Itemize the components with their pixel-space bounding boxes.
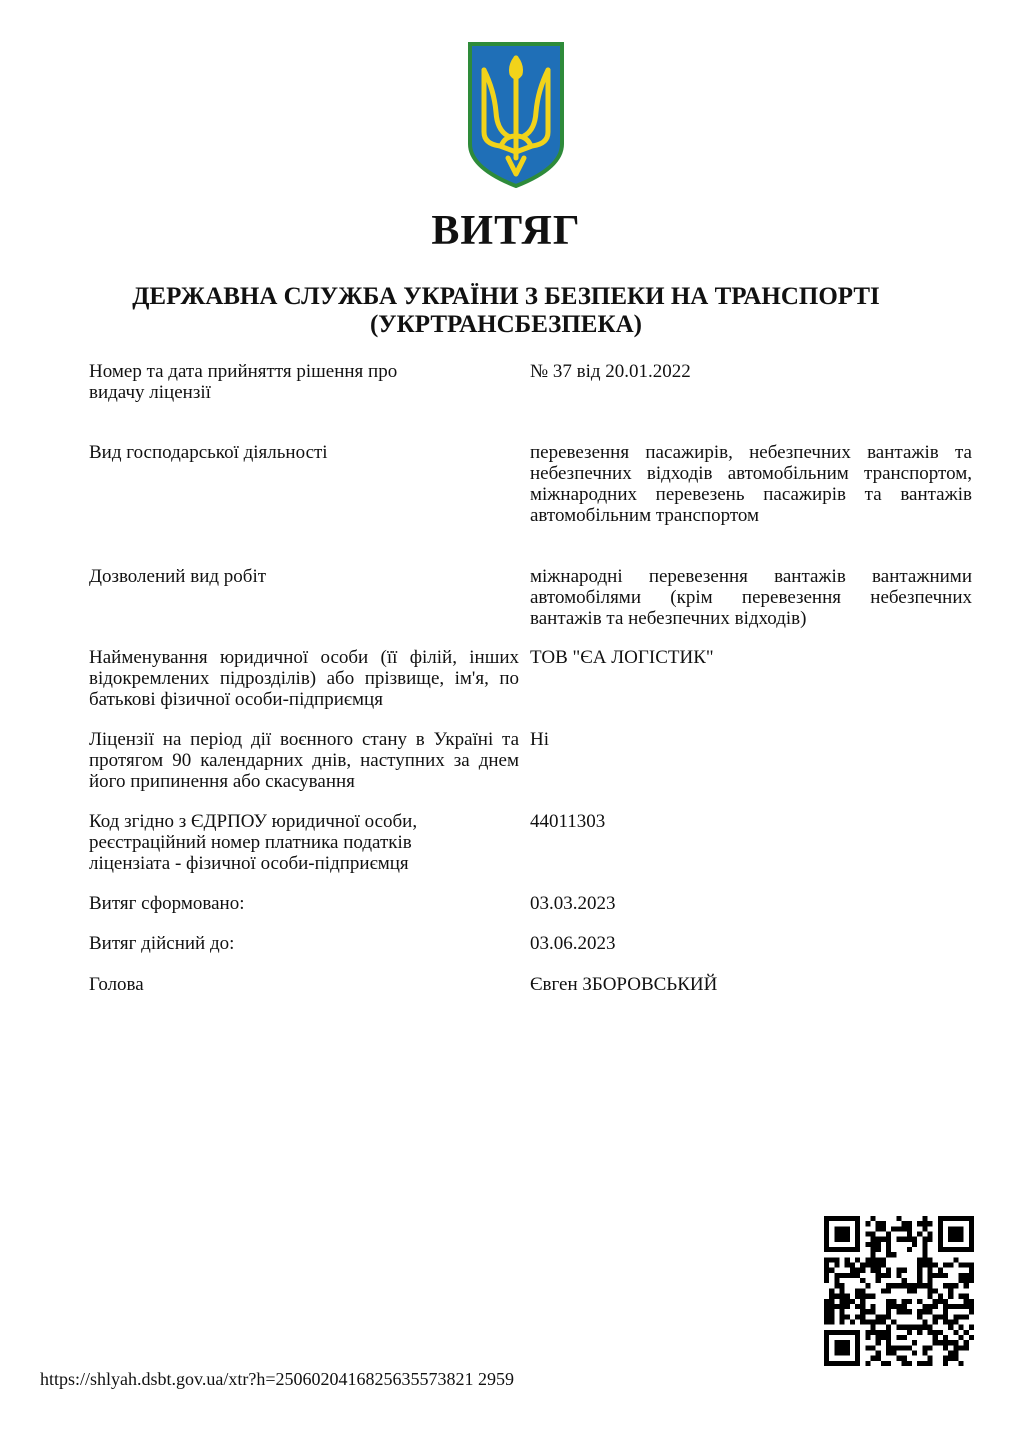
verification-url[interactable]: https://shlyah.dsbt.gov.ua/xtr?h=2506020416825635573821 2959	[40, 1369, 514, 1389]
agency-name-line1: ДЕРЖАВНА СЛУЖБА УКРАЇНИ З БЕЗПЕКИ НА ТРАНСПОРТІ	[132, 283, 880, 310]
field-value-generated: 03.03.2023	[530, 893, 616, 914]
agency-name-line2: (УКРТРАНСБЕЗПЕКА)	[369, 311, 642, 338]
field-label-generated: Витяг сформовано:	[89, 893, 245, 914]
field-value-permitted-work: міжнародні перевезення вантажів вантажними автомобілями (крім перевезення небезпечних вантажів та небезпечних відходів)	[530, 566, 972, 629]
field-label-permitted-work: Дозволений вид робіт	[89, 566, 267, 587]
field-value-head: Євген ЗБОРОВСЬКИЙ	[530, 974, 718, 995]
trident-coat-of-arms-icon	[466, 40, 566, 188]
field-value-activity-type: перевезення пасажирів, небезпечних вантажів та небезпечних відходів автомобільним транспортом, міжнародних перевезень пасажирів та вантажів автомобільним транспортом	[530, 442, 972, 526]
field-label-edrpou-code: Код згідно з ЄДРПОУ юридичної особи, реєстраційний номер платника податків ліцензіата - фізичної особи-підприємця	[89, 811, 418, 874]
field-label-entity-name: Найменування юридичної особи (її філій, інших відокремлених підрозділів) або прізвище, ім'я, по батькові фізичної особи-підприємця	[89, 647, 519, 710]
field-label-head: Голова	[89, 974, 144, 995]
field-value-valid-until: 03.06.2023	[530, 933, 616, 954]
field-value-decision: № 37 від 20.01.2022	[530, 361, 691, 382]
field-value-martial-law-license: Ні	[530, 729, 549, 750]
qr-code-icon[interactable]	[824, 1216, 974, 1366]
document-title: ВИТЯГ	[431, 208, 581, 254]
field-label-decision: Номер та дата прийняття рішення про видачу ліцензії	[89, 361, 398, 403]
agency-name	[40, 283, 972, 339]
field-label-valid-until: Витяг дійсний до:	[89, 933, 235, 954]
field-label-activity-type: Вид господарської діяльності	[89, 442, 328, 463]
field-label-martial-law-license: Ліцензії на період дії воєнного стану в Україні та протягом 90 календарних днів, наступних за днем його припинення або скасування	[89, 729, 519, 792]
field-value-edrpou-code: 44011303	[530, 811, 606, 832]
field-value-entity-name: ТОВ "ЄА ЛОГІСТИК"	[530, 647, 714, 668]
